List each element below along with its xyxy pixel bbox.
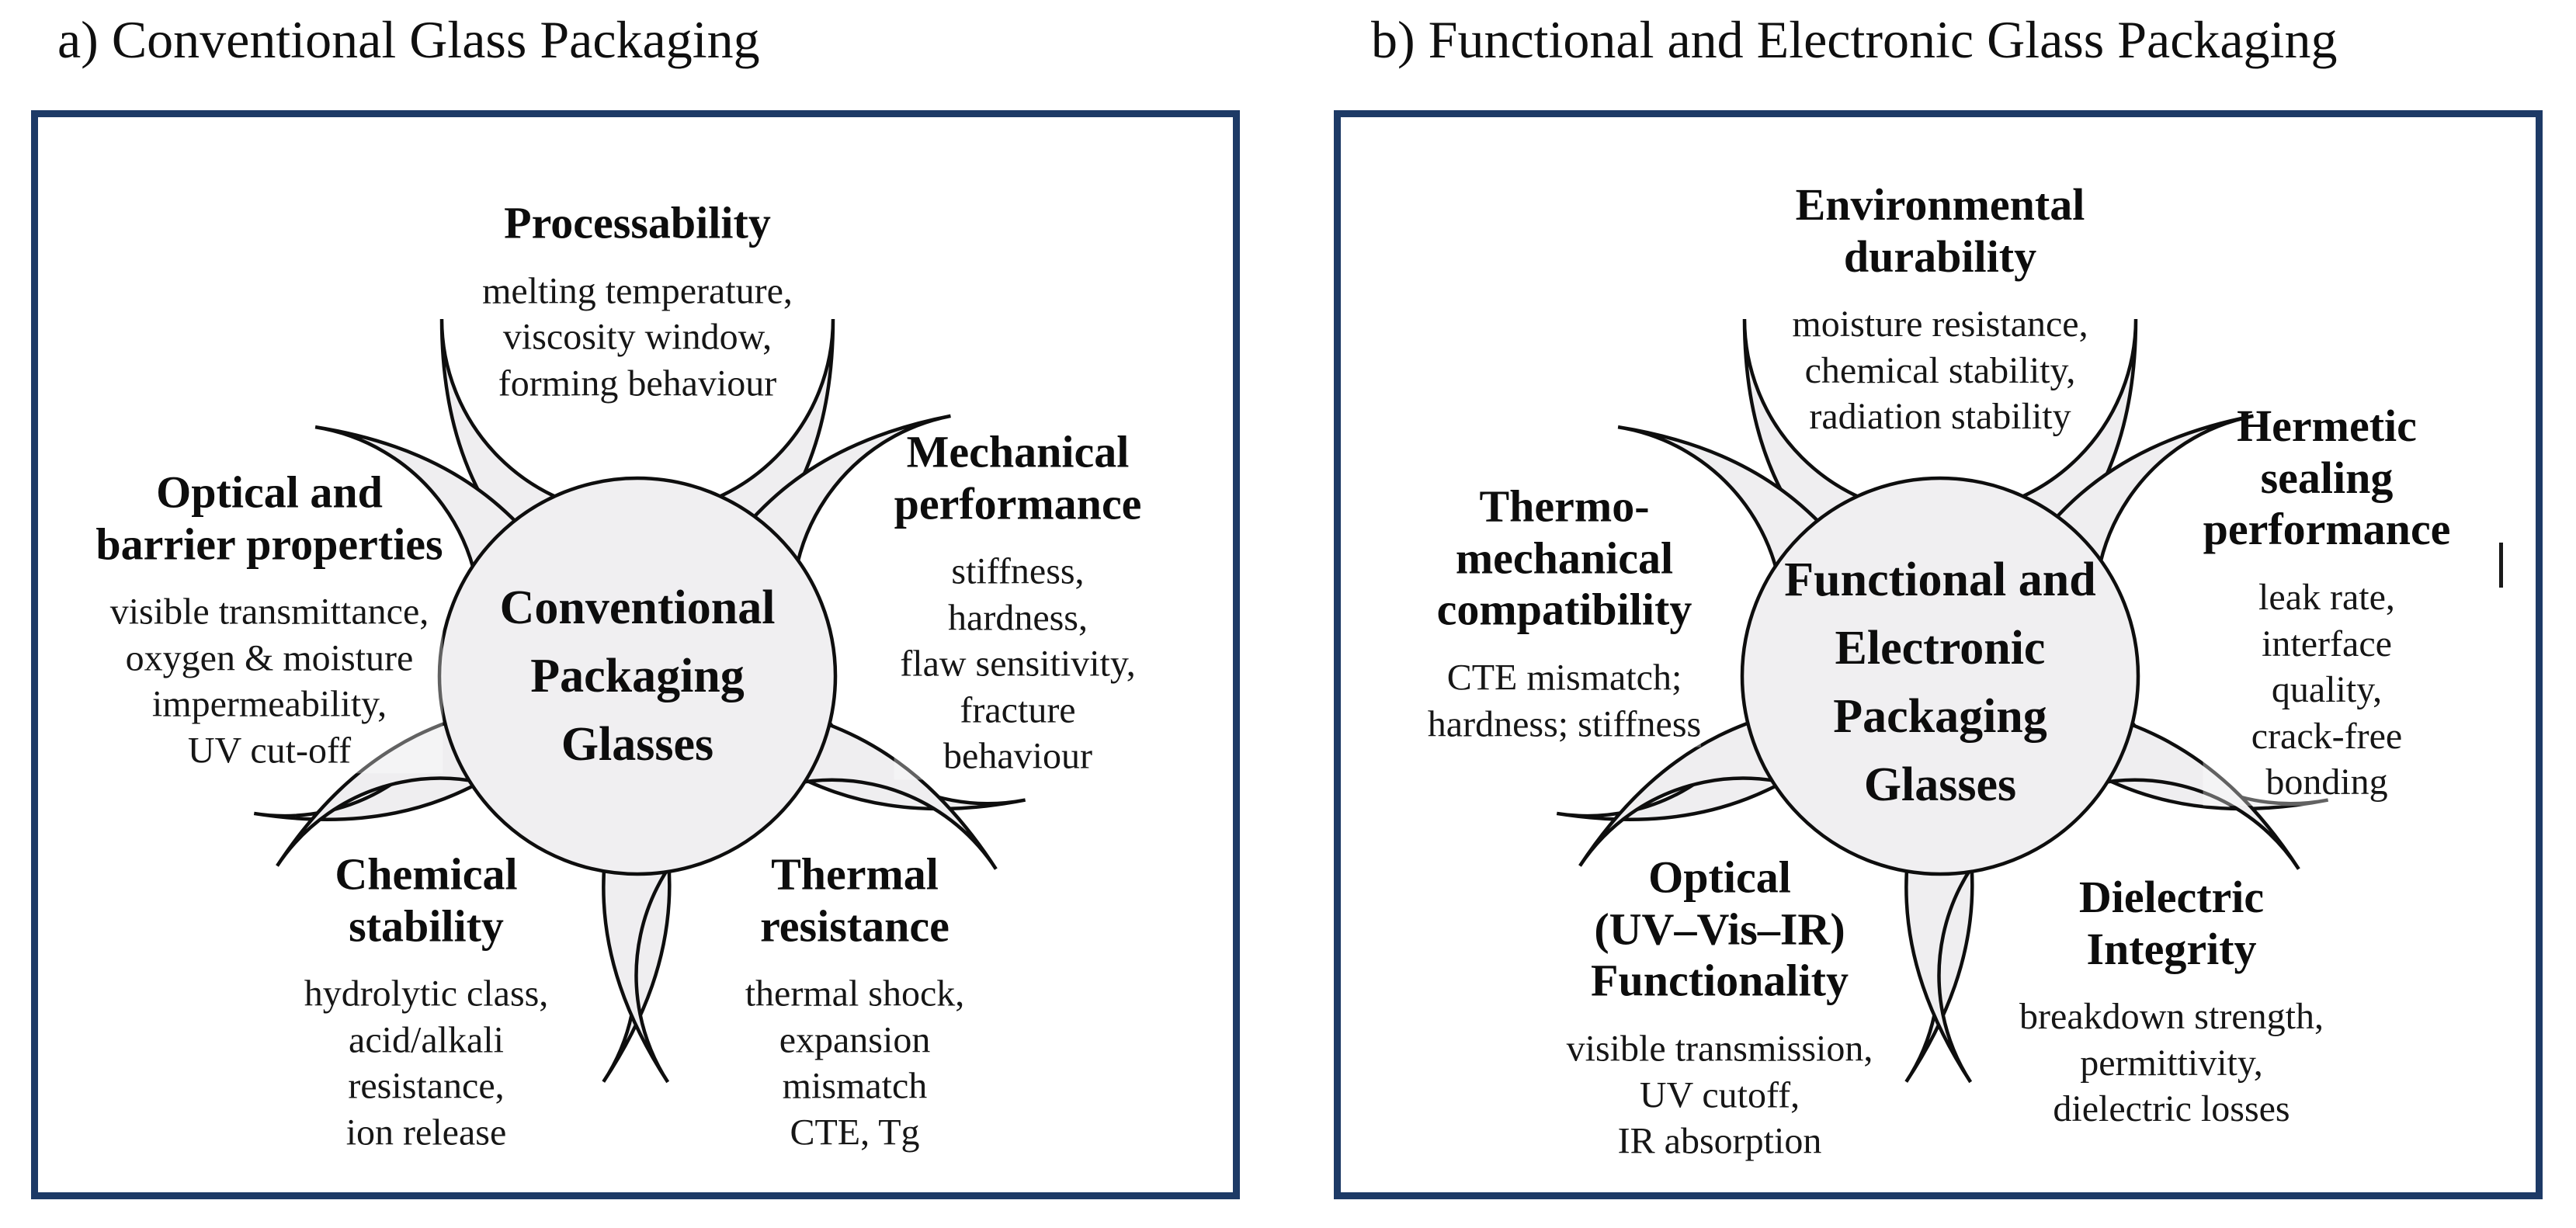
petal-text-right (2203, 387, 2451, 820)
petal-text-bottom-left (304, 834, 549, 1169)
petal-text-bottom-right (745, 834, 965, 1169)
stray-cursor-artifact (2499, 543, 2503, 588)
petal-details: visible transmittance, oxygen & moisture impermeability, UV cut-off (95, 589, 443, 774)
petal-details: melting temperature, viscosity window, forming behaviour (482, 268, 793, 407)
panel-b-title: b) Functional and Electronic Glass Packaging (1371, 10, 2338, 69)
petal-heading: Optical and barrier properties (95, 467, 443, 569)
petal-heading: Thermal resistance (760, 848, 950, 951)
petal-text-bottom-right (2019, 858, 2324, 1146)
panel-a-title: a) Conventional Glass Packaging (57, 10, 760, 69)
petal-details: moisture resistance, chemical stability, radiation stability (1792, 301, 2088, 440)
petal-details: breakdown strength, permittivity, dielectric losses (2019, 994, 2324, 1133)
petal-details: visible transmission, UV cutoff, IR absorption (1567, 1026, 1873, 1165)
panel-a-box (31, 110, 1240, 1199)
center-label-b: Functional and Electronic Packaging Glasses (1784, 553, 2096, 812)
petal-details: leak rate, interface quality, crack-free bonding (2203, 574, 2451, 806)
petal-text-left (95, 453, 443, 787)
petal-heading: Environmental durability (1795, 179, 2085, 282)
petal-heading: Dielectric Integrity (2078, 872, 2265, 974)
petal-heading: Processability (504, 197, 771, 248)
petal-heading: Thermo- mechanical compatibility (1436, 480, 1692, 635)
petal-text-top (482, 183, 793, 420)
petal-text-right (894, 413, 1142, 794)
petal-heading: Optical (UV–Vis–IR) Functionality (1591, 852, 1849, 1007)
petal-text-left (1428, 467, 1701, 761)
petal-details: hydrolytic class, acid/alkali resistance, ion release (304, 971, 549, 1156)
petal-details: stiffness, hardness, flaw sensitivity, fracture behaviour (894, 549, 1142, 780)
petal-heading: Mechanical performance (894, 426, 1142, 529)
panel-b-box (1334, 110, 2543, 1199)
petal-details: thermal shock, expansion mismatch CTE, Tg (745, 971, 965, 1156)
petal-text-bottom-left (1567, 838, 1873, 1179)
petal-heading: Hermetic sealing performance (2203, 401, 2451, 555)
petal-heading: Chemical stability (335, 848, 518, 951)
petal-details: CTE mismatch; hardness; stiffness (1428, 655, 1701, 748)
center-label-a: Conventional Packaging Glasses (499, 581, 776, 772)
petal-text-top (1792, 165, 2088, 454)
